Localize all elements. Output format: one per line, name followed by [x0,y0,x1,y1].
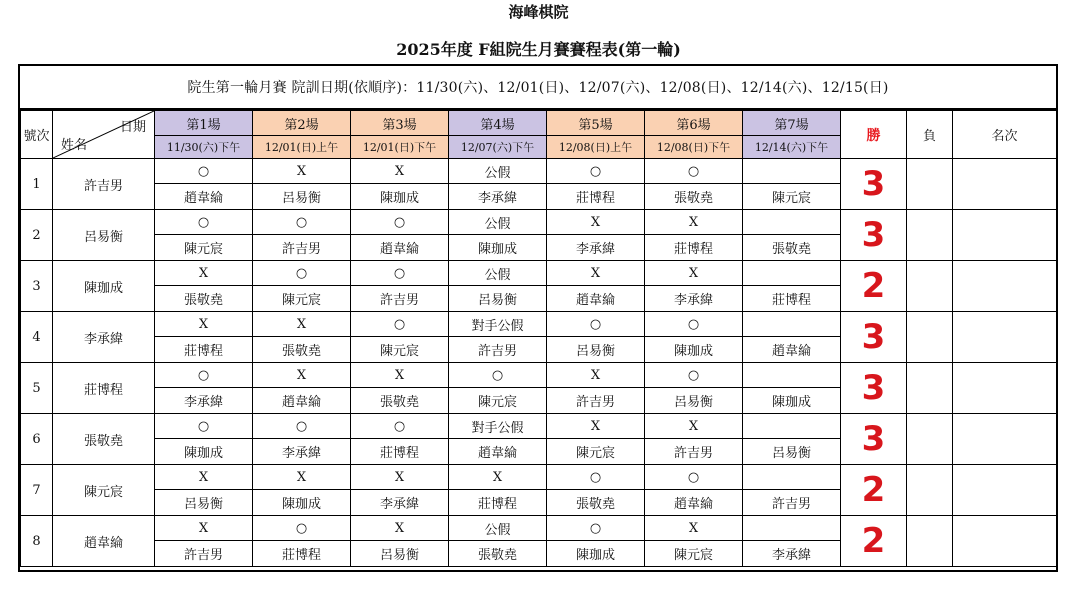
page-title: 2025年度 F組院生月賽賽程表(第一輪) [396,40,681,59]
opponent-cell: 呂易衡 [547,337,645,363]
opponent-cell: 許吉男 [155,541,253,567]
win-count: 3 [841,312,907,363]
result-cell: X [351,465,449,490]
round-5-header: 第5場 [547,111,645,136]
opponent-cell: 陳珈成 [547,541,645,567]
opponent-cell: 陳元宸 [449,388,547,414]
result-cell [743,261,841,286]
opponent-cell: 陳元宸 [743,184,841,210]
opponent-cell: 陳元宸 [547,439,645,465]
result-cell: X [547,210,645,235]
opponent-cell: 莊博程 [155,337,253,363]
result-cell: X [351,516,449,541]
result-cell: 公假 [449,261,547,286]
place-cell [953,312,1057,363]
rank-no-header: 號次 [21,111,53,159]
result-cell: ○ [645,159,743,184]
opponent-cell: 李承緯 [645,286,743,312]
opponent-cell: 許吉男 [743,490,841,516]
opponent-cell: 陳珈成 [351,184,449,210]
opponent-cell: 趙韋綸 [547,286,645,312]
result-cell: ○ [351,261,449,286]
opponent-cell: 趙韋綸 [743,337,841,363]
result-cell: X [645,414,743,439]
opponent-cell: 呂易衡 [645,388,743,414]
opponent-cell: 陳珈成 [155,439,253,465]
opponent-cell: 李承緯 [547,235,645,261]
result-cell [743,312,841,337]
opponent-cell: 李承緯 [743,541,841,567]
opponent-cell: 陳珈成 [253,490,351,516]
player-name: 呂易衡 [53,210,155,261]
player-row [21,210,1057,235]
opponent-cell: 呂易衡 [351,541,449,567]
opponent-cell: 張敬堯 [645,184,743,210]
opponent-cell: 張敬堯 [449,541,547,567]
result-cell: ○ [155,159,253,184]
opponent-cell: 莊博程 [645,235,743,261]
opponent-cell: 陳元宸 [351,337,449,363]
result-cell: X [547,414,645,439]
player-number: 5 [21,363,53,414]
place-cell [953,414,1057,465]
player-row [21,414,1057,439]
win-count: 2 [841,465,907,516]
win-count: 3 [841,210,907,261]
result-cell: X [645,516,743,541]
result-cell: X [155,516,253,541]
win-count: 2 [841,261,907,312]
result-cell: ○ [645,312,743,337]
win-count: 2 [841,516,907,567]
player-name: 陳元宸 [53,465,155,516]
opponent-cell: 張敬堯 [155,286,253,312]
opponent-cell: 陳珈成 [743,388,841,414]
place-cell [953,465,1057,516]
loss-count [907,516,953,567]
round-7-header: 第7場 [743,111,841,136]
result-cell: ○ [645,363,743,388]
player-number: 8 [21,516,53,567]
result-cell [743,210,841,235]
date-name-header [53,111,155,159]
round-2-header: 第2場 [253,111,351,136]
schedule-frame [18,64,1058,572]
opponent-cell: 趙韋綸 [155,184,253,210]
result-cell: 公假 [449,516,547,541]
result-cell: ○ [253,414,351,439]
player-name: 李承緯 [53,312,155,363]
result-cell: ○ [253,516,351,541]
result-cell [743,414,841,439]
result-cell: ○ [351,312,449,337]
loss-count [907,159,953,210]
round-3-date: 12/01(日)下午 [351,136,449,159]
round-2-date: 12/01(日)上午 [253,136,351,159]
player-row [21,159,1057,184]
training-dates-banner: 院生第一輪月賽 院訓日期(依順序)：11/30(六)、12/01(日)、12/07(六)、12/08(日)、12/14(六)、12/15(日) [20,66,1056,110]
opponent-cell: 許吉男 [449,337,547,363]
result-cell: ○ [155,210,253,235]
name-label: 姓名 [61,138,88,153]
place-header: 名次 [953,111,1057,159]
opponent-cell: 許吉男 [253,235,351,261]
opponent-cell: 陳珈成 [645,337,743,363]
loss-count [907,261,953,312]
win-count: 3 [841,363,907,414]
result-cell: X [155,261,253,286]
place-cell [953,159,1057,210]
loss-count [907,312,953,363]
result-cell: X [253,312,351,337]
result-cell: X [351,363,449,388]
opponent-cell: 陳珈成 [449,235,547,261]
opponent-cell: 莊博程 [351,439,449,465]
loss-count [907,363,953,414]
result-cell: ○ [547,312,645,337]
opponent-cell: 陳元宸 [155,235,253,261]
player-row [21,312,1057,337]
opponent-cell: 陳元宸 [253,286,351,312]
opponent-cell: 李承緯 [155,388,253,414]
opponent-cell: 張敬堯 [547,490,645,516]
result-cell: X [449,465,547,490]
place-cell [953,210,1057,261]
result-cell: X [253,465,351,490]
round-6-date: 12/08(日)下午 [645,136,743,159]
result-cell: X [547,363,645,388]
opponent-cell: 呂易衡 [449,286,547,312]
opponent-cell: 陳元宸 [645,541,743,567]
round-6-header: 第6場 [645,111,743,136]
player-name: 莊博程 [53,363,155,414]
opponent-cell: 張敬堯 [743,235,841,261]
opponent-cell: 許吉男 [547,388,645,414]
round-5-date: 12/08(日)上午 [547,136,645,159]
round-4-date: 12/07(六)下午 [449,136,547,159]
win-count: 3 [841,159,907,210]
loss-count [907,414,953,465]
player-number: 7 [21,465,53,516]
place-cell [953,363,1057,414]
result-cell: 公假 [449,159,547,184]
opponent-cell: 呂易衡 [155,490,253,516]
header-row-rounds [21,111,1057,136]
round-4-header: 第4場 [449,111,547,136]
result-cell: ○ [253,210,351,235]
result-cell: ○ [547,516,645,541]
opponent-cell: 李承緯 [449,184,547,210]
opponent-cell: 莊博程 [547,184,645,210]
schedule-table [20,110,1057,567]
result-cell [743,159,841,184]
opponent-cell: 莊博程 [743,286,841,312]
player-number: 3 [21,261,53,312]
opponent-cell: 莊博程 [253,541,351,567]
result-cell: ○ [155,363,253,388]
win-count: 3 [841,414,907,465]
result-cell: X [645,261,743,286]
result-cell: X [547,261,645,286]
date-label: 日期 [119,120,146,135]
result-cell [743,465,841,490]
round-3-header: 第3場 [351,111,449,136]
player-name: 趙韋綸 [53,516,155,567]
result-cell: ○ [351,414,449,439]
result-cell: X [253,159,351,184]
player-row [21,516,1057,541]
result-cell [743,516,841,541]
result-cell: ○ [253,261,351,286]
opponent-cell: 張敬堯 [351,388,449,414]
player-number: 2 [21,210,53,261]
opponent-cell: 李承緯 [351,490,449,516]
win-header: 勝 [841,111,907,159]
player-number: 4 [21,312,53,363]
player-name: 許吉男 [53,159,155,210]
result-cell: 對手公假 [449,414,547,439]
opponent-cell: 莊博程 [449,490,547,516]
opponent-cell: 許吉男 [351,286,449,312]
result-cell: 公假 [449,210,547,235]
round-1-date: 11/30(六)下午 [155,136,253,159]
opponent-cell: 趙韋綸 [645,490,743,516]
player-row [21,363,1057,388]
opponent-cell: 趙韋綸 [253,388,351,414]
result-cell: ○ [155,414,253,439]
result-cell: X [253,363,351,388]
round-1-header: 第1場 [155,111,253,136]
result-cell: ○ [449,363,547,388]
opponent-cell: 呂易衡 [743,439,841,465]
place-cell [953,261,1057,312]
result-cell: ○ [645,465,743,490]
round-7-date: 12/14(六)下午 [743,136,841,159]
result-cell [743,363,841,388]
player-row [21,261,1057,286]
place-cell [953,516,1057,567]
org-title: 海峰棋院 [508,3,569,21]
opponent-cell: 趙韋綸 [449,439,547,465]
loss-count [907,210,953,261]
result-cell: ○ [351,210,449,235]
opponent-cell: 許吉男 [645,439,743,465]
player-name: 陳珈成 [53,261,155,312]
opponent-cell: 李承緯 [253,439,351,465]
result-cell: 對手公假 [449,312,547,337]
result-cell: ○ [547,159,645,184]
player-number: 6 [21,414,53,465]
player-number: 1 [21,159,53,210]
loss-header: 負 [907,111,953,159]
result-cell: X [155,312,253,337]
result-cell: X [155,465,253,490]
player-name: 張敬堯 [53,414,155,465]
opponent-cell: 趙韋綸 [351,235,449,261]
result-cell: ○ [547,465,645,490]
result-cell: X [645,210,743,235]
player-row [21,465,1057,490]
opponent-cell: 張敬堯 [253,337,351,363]
opponent-cell: 呂易衡 [253,184,351,210]
result-cell: X [351,159,449,184]
loss-count [907,465,953,516]
